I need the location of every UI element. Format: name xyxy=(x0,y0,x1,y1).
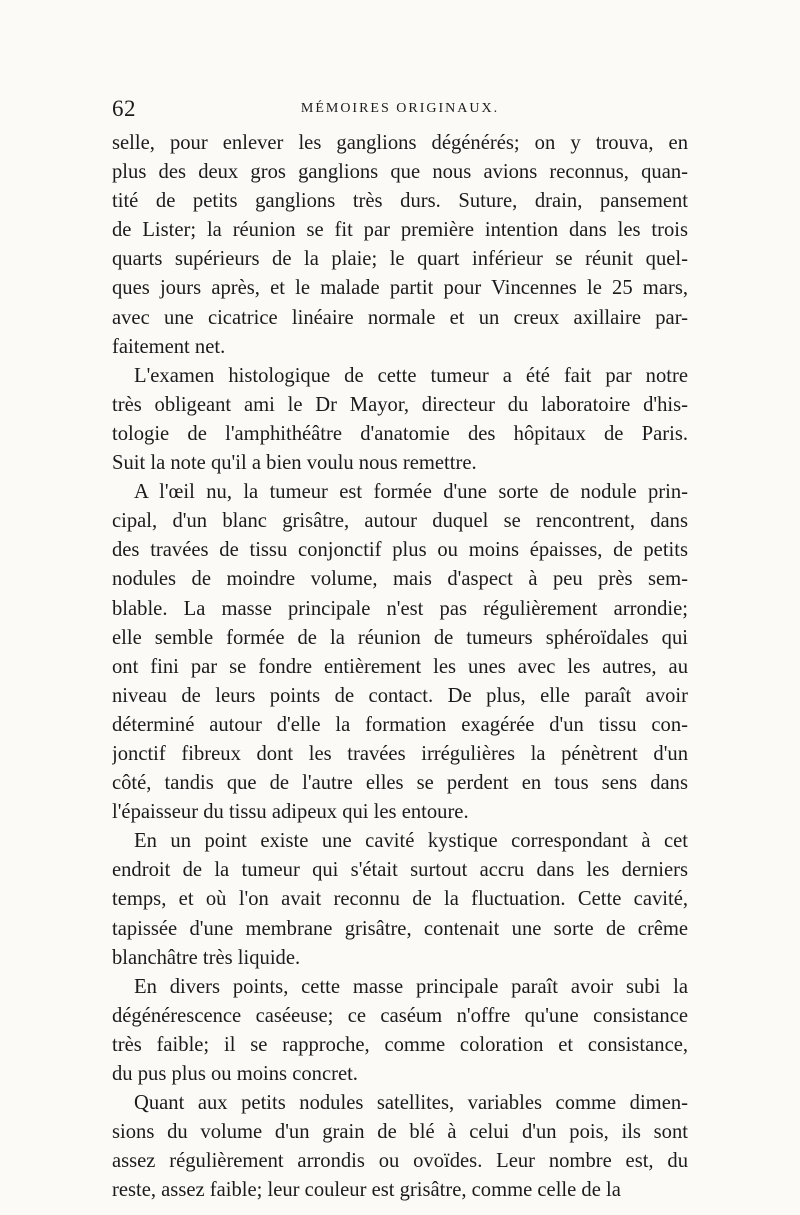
text-line: elle semble formée de la réunion de tumeurs sphéroïdales qui xyxy=(112,626,688,649)
page-number: 62 xyxy=(112,96,136,121)
text-line: blanchâtre très liquide. xyxy=(112,946,301,969)
text-line: tologie de l'amphithéâtre d'anatomie des hôpitaux de Paris. xyxy=(112,422,688,445)
text-line: des travées de tissu conjonctif plus ou moins épaisses, de petits xyxy=(112,539,688,562)
paragraph xyxy=(112,1089,688,1205)
text-line: côté, tandis que de l'autre elles se perdent en tous sens dans xyxy=(112,772,688,795)
text-line: quarts supérieurs de la plaie; le quart inférieur se réunit quel- xyxy=(112,248,688,271)
text-line: assez régulièrement arrondis ou ovoïdes. Leur nombre est, du xyxy=(112,1150,688,1173)
paragraph xyxy=(112,362,688,478)
text-line: A l'œil nu, la tumeur est formée d'une sorte de nodule prin- xyxy=(134,481,688,504)
text-line: endroit de la tumeur qui s'était surtout accru dans les derniers xyxy=(112,859,688,882)
text-line: Quant aux petits nodules satellites, variables comme dimen- xyxy=(134,1092,688,1115)
text-line: dégénérescence caséeuse; ce caséum n'offre qu'une consistance xyxy=(112,1004,688,1027)
paragraph xyxy=(112,129,688,362)
paragraph xyxy=(112,478,688,827)
text-line: déterminé autour d'elle la formation exagérée d'un tissu con- xyxy=(112,713,688,736)
text-line: nodules de moindre volume, mais d'aspect à peu près sem- xyxy=(112,568,688,591)
paragraph xyxy=(112,827,688,972)
text-line: tité de petits ganglions très durs. Suture, drain, pansement xyxy=(112,190,688,213)
text-line: du pus plus ou moins concret. xyxy=(112,1063,358,1085)
text-line: ont fini par se fondre entièrement les unes avec les autres, au xyxy=(112,655,688,678)
text-line: temps, et où l'on avait reconnu de la fluctuation. Cette cavité, xyxy=(112,888,688,911)
running-head: MÉMOIRES ORIGINAUX. xyxy=(300,101,500,116)
text-line: En un point existe une cavité kystique correspondant à cet xyxy=(134,830,688,853)
body-text xyxy=(112,129,688,1205)
text-line: sions du volume d'un grain de blé à celui d'un pois, ils sont xyxy=(112,1121,688,1144)
text-line: niveau de leurs points de contact. De plus, elle paraît avoir xyxy=(112,684,688,707)
text-line: très faible; il se rapproche, comme coloration et consistance, xyxy=(112,1033,688,1056)
page-header xyxy=(112,96,688,126)
text-line: de Lister; la réunion se fit par première intention dans les trois xyxy=(112,219,688,242)
text-line: faitement net. xyxy=(112,335,226,358)
paragraph xyxy=(112,973,688,1089)
text-line: très obligeant ami le Dr Mayor, directeur du laboratoire d'his- xyxy=(112,393,688,416)
text-line: reste, assez faible; leur couleur est grisâtre, comme celle de la xyxy=(112,1179,621,1202)
text-line: ques jours après, et le malade partit pour Vincennes le 25 mars, xyxy=(112,277,688,300)
text-line: En divers points, cette masse principale paraît avoir subi la xyxy=(134,975,688,998)
text-line: plus des deux gros ganglions que nous avions reconnus, quan- xyxy=(112,161,688,184)
text-line: cipal, d'un blanc grisâtre, autour duquel se rencontrent, dans xyxy=(112,510,688,533)
text-line: blable. La masse principale n'est pas régulièrement arrondie; xyxy=(112,597,688,620)
text-line: L'examen histologique de cette tumeur a été fait par notre xyxy=(134,364,688,387)
text-line: Suit la note qu'il a bien voulu nous remettre. xyxy=(112,452,477,475)
text-line: selle, pour enlever les ganglions dégénérés; on y trouva, en xyxy=(112,132,688,154)
text-line: tapissée d'une membrane grisâtre, contenait une sorte de crême xyxy=(112,917,688,940)
text-line: l'épaisseur du tissu adipeux qui les entoure. xyxy=(112,801,469,824)
text-line: jonctif fibreux dont les travées irrégulières la pénètrent d'un xyxy=(112,742,688,765)
text-line: avec une cicatrice linéaire normale et un creux axillaire par- xyxy=(112,306,688,329)
